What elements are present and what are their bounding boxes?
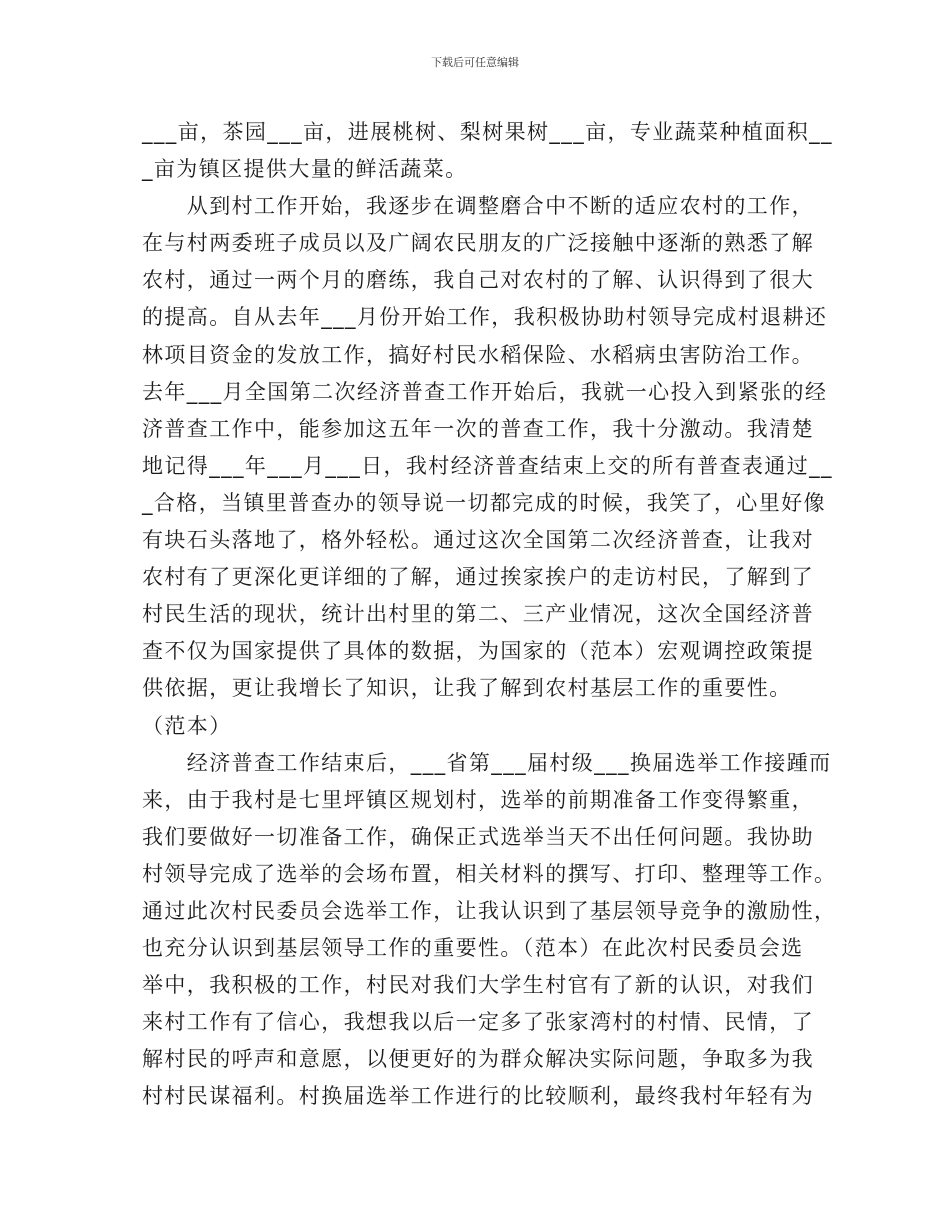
body-text	[142, 114, 837, 1116]
text-line: 通过此次村民委员会选举工作，让我认识到了基层领导竞争的激励性，	[142, 898, 837, 923]
text-line: 的提高。自从去年___月份开始工作，我积极协助村领导完成村退耕还	[142, 305, 828, 330]
text-line: 村领导完成了选举的会场布置，相关材料的撰写、打印、整理等工作。	[142, 861, 837, 886]
text-line: 从到村工作开始，我逐步在调整磨合中不断的适应农村的工作，	[142, 194, 814, 219]
text-line: _合格，当镇里普查办的领导说一切都完成的时候，我笑了，心里好像	[142, 490, 826, 515]
text-line: 林项目资金的发放工作，搞好村民水稻保险、水稻病虫害防治工作。	[142, 342, 814, 367]
text-line: （范本）	[142, 713, 232, 738]
text-line: 经济普查工作结束后，___省第___届村级___换届选举工作接踵而	[142, 750, 832, 775]
text-line: 村民生活的现状，统计出村里的第二、三产业情况，这次全国经济普	[142, 602, 814, 627]
text-line: 来村工作有了信心，我想我以后一定多了张家湾村的村情、民情，了	[142, 1010, 814, 1035]
text-line: 农村有了更深化更详细的了解，通过挨家挨户的走访村民，了解到了	[142, 565, 814, 590]
text-line: ___亩，茶园___亩，进展桃树、梨树果树___亩，专业蔬菜种植面积__	[142, 120, 833, 144]
text-line: 在与村两委班子成员以及广阔农民朋友的广泛接触中逐渐的熟悉了解	[142, 231, 814, 256]
text-line: 有块石头落地了，格外轻松。通过这次全国第二次经济普查，让我对	[142, 528, 814, 553]
text-line: 村村民谋福利。村换届选举工作进行的比较顺利，最终我村年轻有为	[142, 1084, 814, 1109]
text-line: 去年___月全国第二次经济普查工作开始后，我就一心投入到紧张的经	[142, 379, 828, 404]
text-line: 解村民的呼声和意愿，以便更好的为群众解决实际问题，争取多为我	[142, 1047, 814, 1072]
text-line: 我们要做好一切准备工作，确保正式选举当天不出任何问题。我协助	[142, 824, 814, 849]
text-line: 济普查工作中，能参加这五年一次的普查工作，我十分激动。我清楚	[142, 416, 814, 441]
text-line: 举中，我积极的工作，村民对我们大学生村官有了新的认识，对我们	[142, 973, 814, 998]
text-line: _亩为镇区提供大量的鲜活蔬菜。	[142, 157, 468, 182]
text-line: 农村，通过一两个月的磨练，我自己对农村的了解、认识得到了很大	[142, 268, 814, 293]
text-line: 查不仅为国家提供了具体的数据，为国家的（范本）宏观调控政策提	[142, 639, 814, 664]
text-line: 来，由于我村是七里坪镇区规划村，选举的前期准备工作变得繁重，	[142, 787, 814, 812]
text-line: 也充分认识到基层领导工作的重要性。（范本）在此次村民委员会选	[142, 936, 804, 961]
text-line: 地记得___年___月___日，我村经济普查结束上交的所有普查表通过__	[142, 453, 833, 478]
text-line: 供依据，更让我增长了知识，让我了解到农村基层工作的重要性。	[142, 676, 792, 701]
page-header: 下载后可任意编辑	[431, 56, 519, 69]
